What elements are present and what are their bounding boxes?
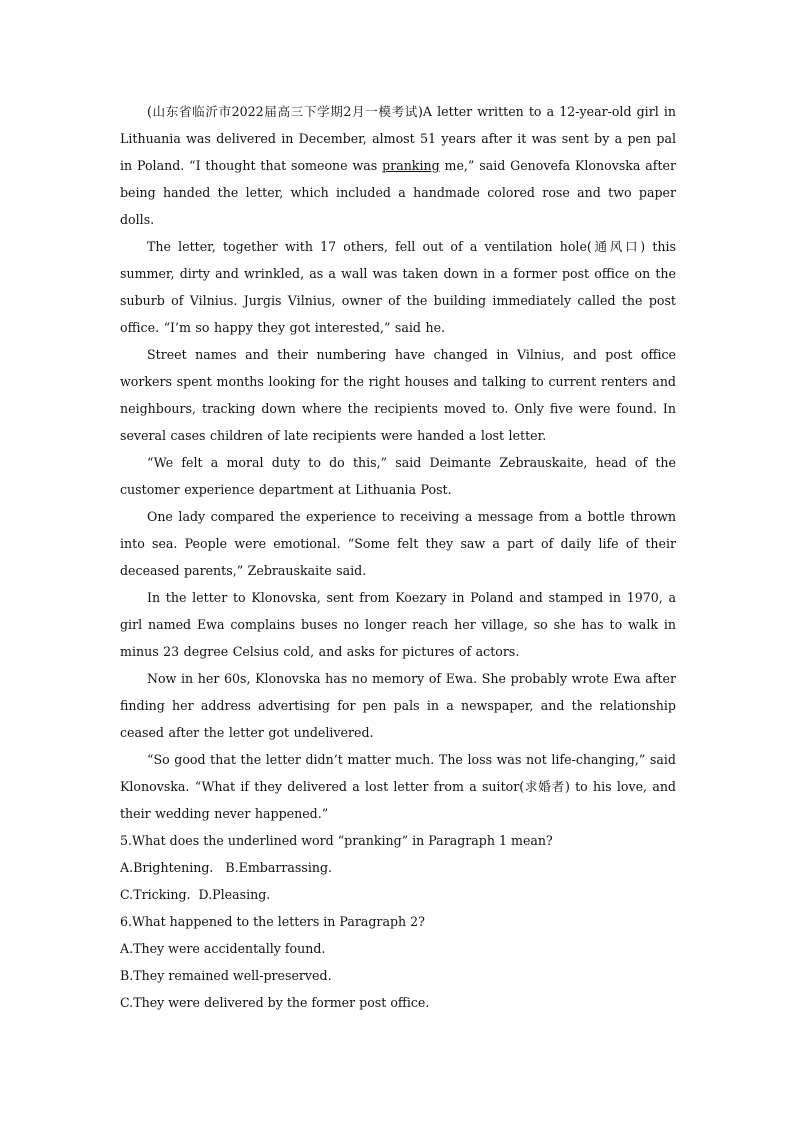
passage-paragraph-3: Street names and their numbering have changed in Vilnius, and post office workers spent months looking for the right houses and talking to current renters and neighbours, tracking down where the recipients moved to. Only five were found. In several cases children of late recipients were handed a lost letter. [120,347,676,443]
passage-paragraph-5: One lady compared the experience to receiving a message from a bottle thrown into sea. People were emotional. “Some felt they saw a part of daily life of their deceased parents,” Zebrauskaite said. [120,509,676,578]
question-6-option-c: C.They were delivered by the former post office. [120,995,430,1010]
paragraph-1-text-before: (山东省临沂市2022届高三下学期2月一模考试)A letter written to a 12-year-old girl in Lithuania was delivered in December, almost 51 years after it was sent by a pen pal in Poland. “I thought that someone was [120,104,676,173]
question-6-stem: 6.What happened to the letters in Paragraph 2? [120,914,425,929]
passage-paragraph-2: The letter, together with 17 others, fell out of a ventilation hole(通风口) this summer, dirty and wrinkled, as a wall was taken down in a former post office on the suburb of Vilnius. Jurgis Vilnius, owner of the building immediately called the post office. “I’m so happy they got interested,” said he. [120,239,676,335]
paragraph-1-text-after: me,” said Genovefa Klonovska after being handed the letter, which included a handmade colored rose and two paper dolls. [120,158,676,227]
question-6-option-a: A.They were accidentally found. [120,941,326,956]
passage-paragraph-4: “We felt a moral duty to do this,” said Deimante Zebrauskaite, head of the customer experience department at Lithuania Post. [120,455,676,497]
passage-paragraph-1 [120,98,676,233]
question-5-options-ab: A.Brightening. B.Embarrassing. [120,860,333,875]
underlined-word: pranking [382,158,440,173]
passage-paragraph-7: Now in her 60s, Klonovska has no memory of Ewa. She probably wrote Ewa after finding her address advertising for pen pals in a newspaper, and the relationship ceased after the letter got undelivered. [120,671,676,740]
passage-paragraph-6: In the letter to Klonovska, sent from Koezary in Poland and stamped in 1970, a girl named Ewa complains buses no longer reach her village, so she has to walk in minus 23 degree Celsius cold, and asks for pictures of actors. [120,590,676,659]
question-6-option-b: B.They remained well-preserved. [120,968,332,983]
exam-page [120,98,676,1016]
passage-paragraph-8: “So good that the letter didn’t matter much. The loss was not life-changing,” said Klonovska. “What if they delivered a lost letter from a suitor(求婚者) to his love, and their wedding never happened.” [120,752,676,821]
question-5-stem: 5.What does the underlined word “pranking” in Paragraph 1 mean? [120,833,553,848]
question-5-options-cd: C.Tricking. D.Pleasing. [120,887,271,902]
